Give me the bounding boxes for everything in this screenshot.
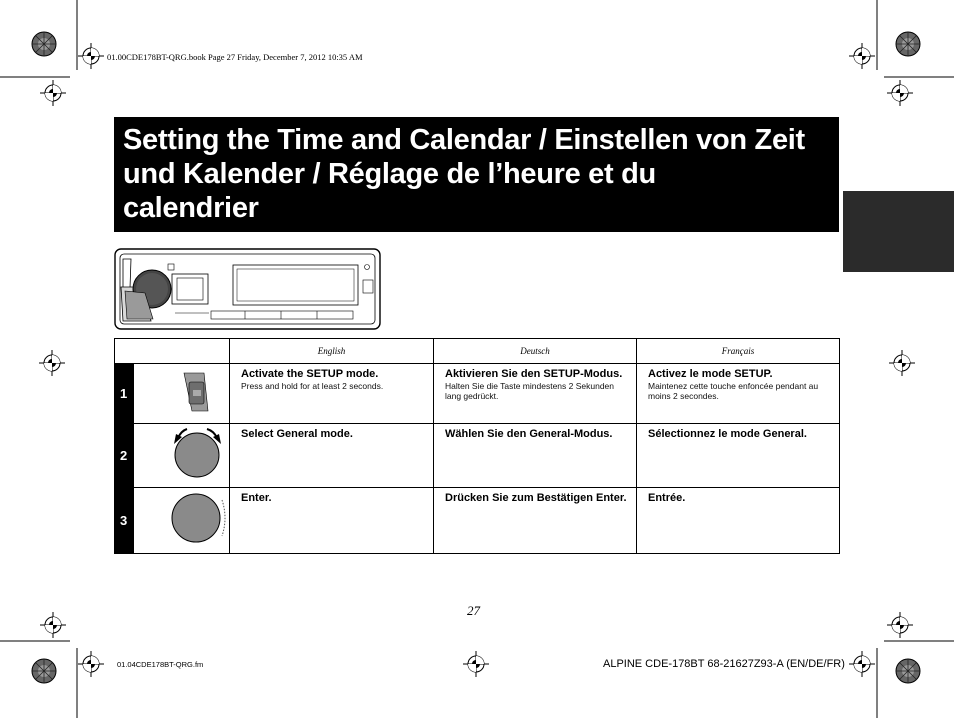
cell-francais: Entrée. (637, 488, 840, 554)
header-deutsch: Deutsch (434, 339, 637, 364)
color-target-bottom-right (896, 659, 920, 683)
header-english: English (230, 339, 434, 364)
rotary-knob-turn-icon (134, 424, 230, 482)
color-target-top-left (32, 32, 56, 56)
page-title: Setting the Time and Calendar / Einstellen von Zeit und Kalender / Réglage de l’heure et du calendrier (123, 124, 805, 224)
step-number: 2 (115, 424, 134, 488)
table-row (115, 424, 840, 488)
table-row (115, 364, 840, 424)
cell-francais: Activez le mode SETUP. Maintenez cette touche enfoncée pendant au moins 2 secondes. (637, 364, 840, 424)
cell-deutsch: Aktivieren Sie den SETUP-Modus. Halten Sie die Taste mindestens 2 Sekunden lang gedrückt. (434, 364, 637, 424)
page-number: 27 (467, 603, 480, 618)
step-number: 3 (115, 488, 134, 554)
step-number: 1 (115, 364, 134, 424)
title-banner (114, 117, 839, 232)
setup-button-icon (134, 364, 230, 418)
rotary-knob-press-icon (134, 488, 230, 548)
cell-deutsch: Wählen Sie den General-Modus. (434, 424, 637, 488)
cell-francais: Sélectionnez le mode General. (637, 424, 840, 488)
side-tab (843, 191, 954, 272)
cell-english: Enter. (230, 488, 434, 554)
color-target-top-right (896, 32, 920, 56)
print-header: 01.00CDE178BT-QRG.book Page 27 Friday, December 7, 2012 10:35 AM (107, 52, 363, 62)
rotary-knob-press-image (134, 488, 230, 554)
steps-table (114, 338, 840, 554)
table-row (115, 488, 840, 554)
rotary-knob-image (134, 424, 230, 488)
footer-file-name: 01.04CDE178BT-QRG.fm (117, 660, 204, 669)
setup-button-image (134, 364, 230, 424)
cell-deutsch: Drücken Sie zum Bestätigen Enter. (434, 488, 637, 554)
header-row (115, 339, 840, 364)
color-target-bottom-left (32, 659, 56, 683)
header-blank (115, 339, 230, 364)
cell-english: Activate the SETUP mode. Press and hold for at least 2 seconds. (230, 364, 434, 424)
header-francais: Français (637, 339, 840, 364)
cell-english: Select General mode. (230, 424, 434, 488)
head-unit-illustration (113, 247, 383, 331)
footer-model: ALPINE CDE-178BT 68-21627Z93-A (EN/DE/FR) (603, 658, 845, 670)
